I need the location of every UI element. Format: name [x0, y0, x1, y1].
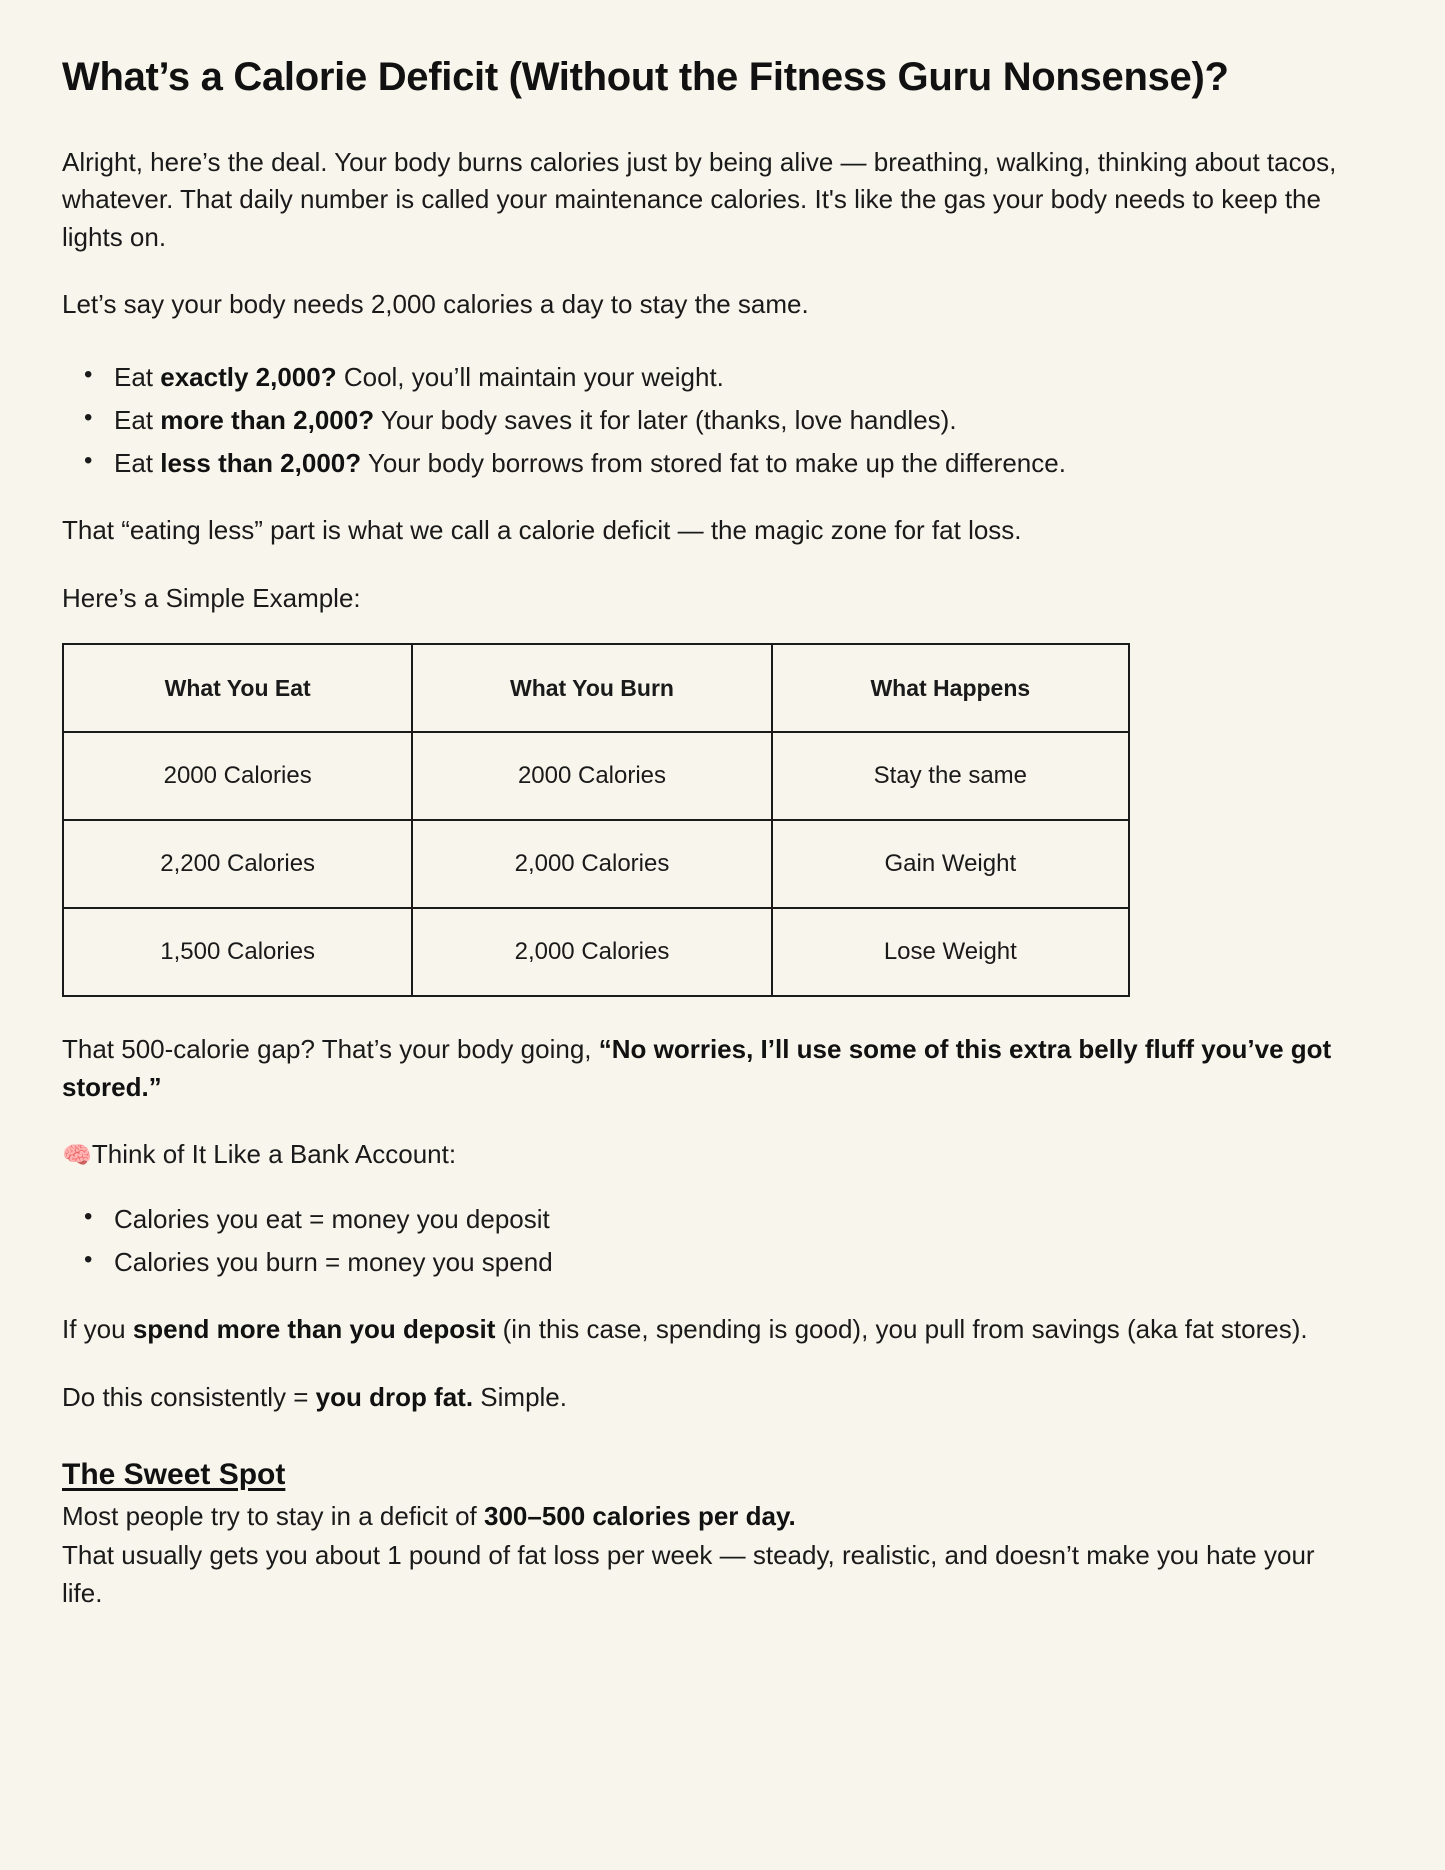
sweet-spot-line-2: That usually gets you about 1 pound of fat loss per week — steady, realistic, and doesn’t make you hate your life.: [62, 1540, 1315, 1608]
cell-burn: 2,000 Calories: [412, 820, 771, 908]
table-row: [63, 820, 1129, 908]
table-header-row: [63, 644, 1129, 732]
cell-result: Stay the same: [772, 732, 1129, 820]
spend-bold: spend more than you deposit: [132, 1314, 496, 1345]
spend-paragraph: [62, 1311, 1362, 1348]
scenario-prefix: Eat: [114, 448, 161, 479]
calorie-example-table: [62, 643, 1130, 997]
list-item: [62, 444, 1383, 482]
spend-prefix: If you: [62, 1314, 133, 1345]
cell-result: Lose Weight: [772, 908, 1129, 996]
list-item: [62, 358, 1383, 396]
bank-account-heading: [62, 1136, 1383, 1174]
example-label: Here’s a Simple Example:: [62, 582, 361, 613]
sweet-spot-heading: The Sweet Spot: [62, 1458, 286, 1492]
column-header-what-you-burn: What You Burn: [412, 644, 771, 732]
gap-quote: “No worries, I’ll use some of this extra belly fluff you’ve got stored.”: [62, 1034, 1332, 1102]
scenario-bold: more than 2,000?: [160, 404, 375, 435]
scenario-rest: Your body saves it for later (thanks, love handles).: [374, 404, 957, 435]
spend-rest: (in this case, spending is good), you pull from savings (aka fat stores).: [495, 1314, 1308, 1345]
scenario-prefix: Eat: [114, 404, 161, 435]
list-item: • Calories you eat = money you deposit: [62, 1200, 1383, 1238]
cell-eat: 2000 Calories: [63, 732, 412, 820]
bank-account-heading-text: Think of It Like a Bank Account:: [91, 1139, 457, 1170]
consistency-prefix: Do this consistently =: [62, 1381, 316, 1412]
brain-icon: 🧠: [62, 1142, 92, 1170]
scenario-prefix: Eat: [114, 361, 161, 392]
list-item: [62, 401, 1383, 439]
scenario-bold: less than 2,000?: [160, 448, 362, 479]
consistency-rest: Simple.: [473, 1381, 567, 1412]
cell-burn: 2000 Calories: [412, 732, 771, 820]
sweet-bold: 300–500 calories per day.: [483, 1501, 796, 1532]
column-header-what-happens: What Happens: [772, 644, 1129, 732]
setup-line: Let’s say your body needs 2,000 calories a day to stay the same.: [62, 289, 809, 320]
table-row: [63, 732, 1129, 820]
sweet-prefix: Most people try to stay in a deficit of: [62, 1501, 484, 1532]
cell-burn: 2,000 Calories: [412, 908, 771, 996]
bank-account-list: [62, 1200, 1383, 1281]
page-title: What’s a Calorie Deficit (Without the Fitness Guru Nonsense)?: [62, 55, 1229, 99]
cell-result: Gain Weight: [772, 820, 1129, 908]
gap-paragraph: [62, 1031, 1362, 1106]
intro-paragraph: Alright, here’s the deal. Your body burns calories just by being alive — breathing, walking, thinking about tacos, whatever. That daily number is called your maintenance calories. It's like the gas your body needs to keep the lights on.: [62, 147, 1337, 252]
consistency-paragraph: [62, 1379, 1362, 1416]
cell-eat: 1,500 Calories: [63, 908, 412, 996]
column-header-what-you-eat: What You Eat: [63, 644, 412, 732]
sweet-spot-section: [62, 1458, 1383, 1612]
scenario-list: [62, 358, 1383, 483]
gap-prefix: That 500-calorie gap? That’s your body going,: [62, 1034, 599, 1065]
scenario-rest: Cool, you’ll maintain your weight.: [336, 361, 724, 392]
cell-eat: 2,200 Calories: [63, 820, 412, 908]
deficit-definition: That “eating less” part is what we call a calorie deficit — the magic zone for fat loss.: [62, 515, 1022, 546]
scenario-rest: Your body borrows from stored fat to make up the difference.: [361, 448, 1066, 479]
list-item: • Calories you burn = money you spend: [62, 1243, 1383, 1281]
consistency-bold: you drop fat.: [315, 1381, 474, 1412]
table-row: [63, 908, 1129, 996]
sweet-spot-line-1: [62, 1498, 1362, 1535]
scenario-bold: exactly 2,000?: [160, 361, 337, 392]
